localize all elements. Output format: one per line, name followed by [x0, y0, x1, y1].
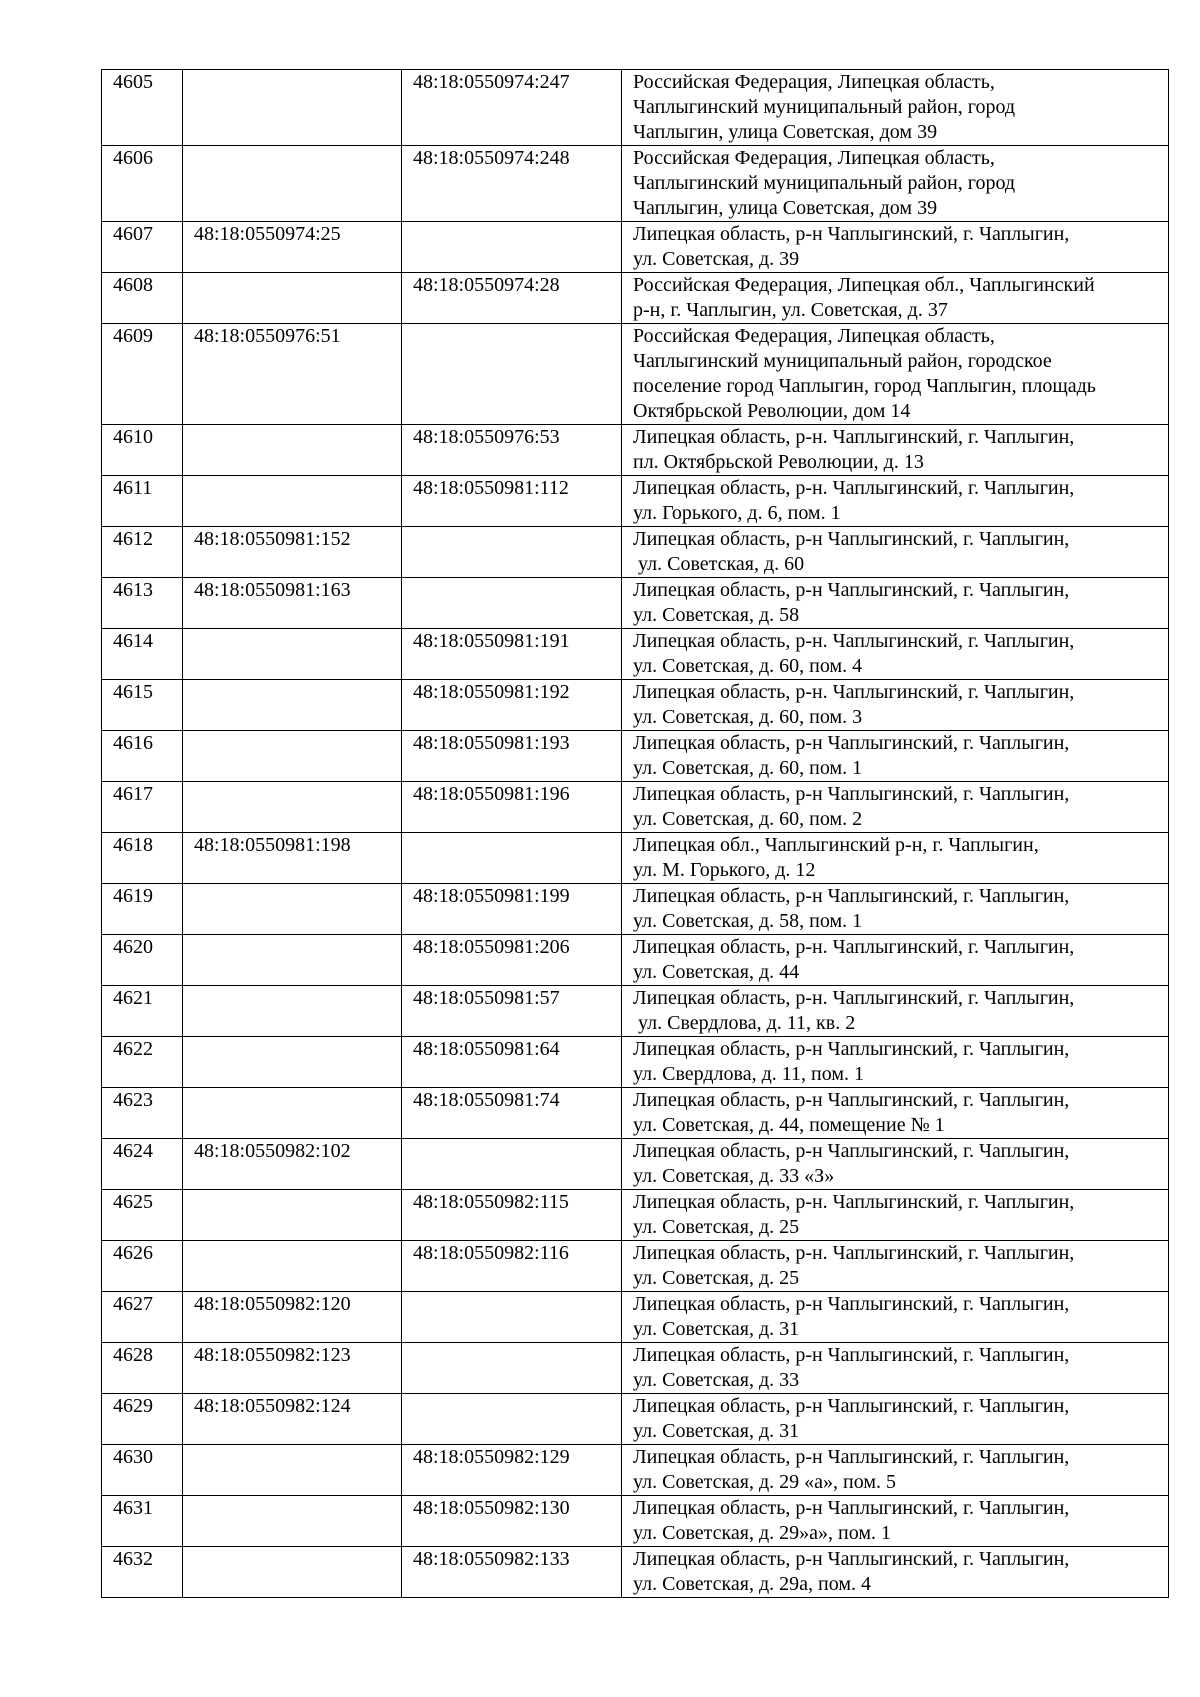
land-parcel-number-cell [183, 1190, 402, 1241]
land-parcel-number-cell [183, 1496, 402, 1547]
object-cadastral-number-cell [402, 578, 622, 629]
row-number-cell: 4627 [102, 1292, 183, 1343]
address-cell: Липецкая область, р-н Чаплыгинский, г. Чаплыгин, ул. Советская, д. 60, пом. 2 [622, 782, 1169, 833]
table-row [102, 833, 1169, 884]
address-cell: Липецкая область, р-н Чаплыгинский, г. Чаплыгин, ул. Свердлова, д. 11, пом. 1 [622, 1037, 1169, 1088]
address-cell: Липецкая область, р-н Чаплыгинский, г. Чаплыгин, ул. Советская, д. 58, пом. 1 [622, 884, 1169, 935]
row-number-cell: 4621 [102, 986, 183, 1037]
row-number-cell: 4630 [102, 1445, 183, 1496]
object-cadastral-number-cell [402, 222, 622, 273]
object-cadastral-number-cell: 48:18:0550974:28 [402, 273, 622, 324]
object-cadastral-number-cell: 48:18:0550982:116 [402, 1241, 622, 1292]
land-parcel-number-cell: 48:18:0550976:51 [183, 324, 402, 425]
table-row [102, 1394, 1169, 1445]
land-parcel-number-cell [183, 1241, 402, 1292]
object-cadastral-number-cell: 48:18:0550982:129 [402, 1445, 622, 1496]
address-cell: Липецкая область, р-н. Чаплыгинский, г. Чаплыгин, ул. Советская, д. 44 [622, 935, 1169, 986]
row-number-cell: 4610 [102, 425, 183, 476]
row-number-cell: 4629 [102, 1394, 183, 1445]
row-number-cell: 4612 [102, 527, 183, 578]
row-number-cell: 4607 [102, 222, 183, 273]
row-number-cell: 4625 [102, 1190, 183, 1241]
row-number-cell: 4616 [102, 731, 183, 782]
object-cadastral-number-cell [402, 1292, 622, 1343]
table-row [102, 527, 1169, 578]
address-cell: Липецкая область, р-н. Чаплыгинский, г. Чаплыгин, ул. Горького, д. 6, пом. 1 [622, 476, 1169, 527]
row-number-cell: 4605 [102, 70, 183, 146]
address-cell: Липецкая область, р-н Чаплыгинский, г. Чаплыгин, ул. Советская, д. 60 [622, 527, 1169, 578]
address-cell: Липецкая область, р-н Чаплыгинский, г. Чаплыгин, ул. Советская, д. 31 [622, 1292, 1169, 1343]
row-number-cell: 4623 [102, 1088, 183, 1139]
object-cadastral-number-cell: 48:18:0550981:64 [402, 1037, 622, 1088]
object-cadastral-number-cell: 48:18:0550981:196 [402, 782, 622, 833]
table-row [102, 476, 1169, 527]
table-row [102, 1139, 1169, 1190]
table-row [102, 222, 1169, 273]
land-parcel-number-cell: 48:18:0550982:123 [183, 1343, 402, 1394]
table-row [102, 884, 1169, 935]
land-parcel-number-cell [183, 1088, 402, 1139]
object-cadastral-number-cell: 48:18:0550981:112 [402, 476, 622, 527]
land-parcel-number-cell: 48:18:0550982:102 [183, 1139, 402, 1190]
row-number-cell: 4632 [102, 1547, 183, 1598]
land-parcel-number-cell: 48:18:0550981:152 [183, 527, 402, 578]
object-cadastral-number-cell: 48:18:0550981:57 [402, 986, 622, 1037]
land-parcel-number-cell: 48:18:0550982:120 [183, 1292, 402, 1343]
row-number-cell: 4613 [102, 578, 183, 629]
table-row [102, 324, 1169, 425]
land-parcel-number-cell [183, 70, 402, 146]
land-parcel-number-cell [183, 146, 402, 222]
row-number-cell: 4622 [102, 1037, 183, 1088]
object-cadastral-number-cell: 48:18:0550974:247 [402, 70, 622, 146]
address-cell: Липецкая область, р-н. Чаплыгинский, г. Чаплыгин, ул. Советская, д. 60, пом. 3 [622, 680, 1169, 731]
address-cell: Российская Федерация, Липецкая обл., Чаплыгинский р-н, г. Чаплыгин, ул. Советская, д. 37 [622, 273, 1169, 324]
land-parcel-number-cell: 48:18:0550981:163 [183, 578, 402, 629]
object-cadastral-number-cell [402, 527, 622, 578]
address-cell: Липецкая область, р-н. Чаплыгинский, г. Чаплыгин, пл. Октябрьской Революции, д. 13 [622, 425, 1169, 476]
row-number-cell: 4606 [102, 146, 183, 222]
land-parcel-number-cell [183, 1547, 402, 1598]
land-parcel-number-cell [183, 935, 402, 986]
address-cell: Российская Федерация, Липецкая область, Чаплыгинский муниципальный район, город Чаплыгин, улица Советская, дом 39 [622, 146, 1169, 222]
land-parcel-number-cell: 48:18:0550982:124 [183, 1394, 402, 1445]
row-number-cell: 4608 [102, 273, 183, 324]
object-cadastral-number-cell [402, 1139, 622, 1190]
table-row [102, 1037, 1169, 1088]
row-number-cell: 4626 [102, 1241, 183, 1292]
land-parcel-number-cell [183, 782, 402, 833]
table-row [102, 425, 1169, 476]
table-row [102, 986, 1169, 1037]
address-cell: Липецкая область, р-н Чаплыгинский, г. Чаплыгин, ул. Советская, д. 58 [622, 578, 1169, 629]
address-cell: Российская Федерация, Липецкая область, Чаплыгинский муниципальный район, городское поселение город Чаплыгин, город Чаплыгин, площадь Октябрьской Революции, дом 14 [622, 324, 1169, 425]
object-cadastral-number-cell: 48:18:0550981:199 [402, 884, 622, 935]
table-row [102, 935, 1169, 986]
address-cell: Липецкая область, р-н Чаплыгинский, г. Чаплыгин, ул. Советская, д. 33 «З» [622, 1139, 1169, 1190]
row-number-cell: 4618 [102, 833, 183, 884]
object-cadastral-number-cell: 48:18:0550974:248 [402, 146, 622, 222]
object-cadastral-number-cell: 48:18:0550976:53 [402, 425, 622, 476]
address-cell: Липецкая область, р-н Чаплыгинский, г. Чаплыгин, ул. Советская, д. 39 [622, 222, 1169, 273]
table-row [102, 1547, 1169, 1598]
row-number-cell: 4615 [102, 680, 183, 731]
land-parcel-number-cell [183, 986, 402, 1037]
address-cell: Липецкая область, р-н Чаплыгинский, г. Чаплыгин, ул. Советская, д. 44, помещение № 1 [622, 1088, 1169, 1139]
row-number-cell: 4611 [102, 476, 183, 527]
table-row [102, 1445, 1169, 1496]
row-number-cell: 4614 [102, 629, 183, 680]
land-parcel-number-cell [183, 1037, 402, 1088]
table-row [102, 1241, 1169, 1292]
address-cell: Липецкая область, р-н Чаплыгинский, г. Чаплыгин, ул. Советская, д. 33 [622, 1343, 1169, 1394]
row-number-cell: 4620 [102, 935, 183, 986]
object-cadastral-number-cell: 48:18:0550982:115 [402, 1190, 622, 1241]
land-parcel-number-cell [183, 731, 402, 782]
land-parcel-number-cell [183, 476, 402, 527]
table-row [102, 1088, 1169, 1139]
address-cell: Липецкая область, р-н Чаплыгинский, г. Чаплыгин, ул. Советская, д. 29 «а», пом. 5 [622, 1445, 1169, 1496]
address-cell: Липецкая область, р-н Чаплыгинский, г. Чаплыгин, ул. Советская, д. 29»а», пом. 1 [622, 1496, 1169, 1547]
table-row [102, 1190, 1169, 1241]
table-row [102, 273, 1169, 324]
document-page [101, 69, 1168, 1598]
object-cadastral-number-cell: 48:18:0550982:130 [402, 1496, 622, 1547]
object-cadastral-number-cell: 48:18:0550981:74 [402, 1088, 622, 1139]
table-row [102, 731, 1169, 782]
address-cell: Липецкая область, р-н. Чаплыгинский, г. Чаплыгин, ул. Советская, д. 25 [622, 1241, 1169, 1292]
address-cell: Липецкая область, р-н Чаплыгинский, г. Чаплыгин, ул. Советская, д. 60, пом. 1 [622, 731, 1169, 782]
address-cell: Липецкая область, р-н Чаплыгинский, г. Чаплыгин, ул. Советская, д. 29а, пом. 4 [622, 1547, 1169, 1598]
address-cell: Липецкая область, р-н. Чаплыгинский, г. Чаплыгин, ул. Советская, д. 60, пом. 4 [622, 629, 1169, 680]
object-cadastral-number-cell [402, 1343, 622, 1394]
registry-table-body [102, 70, 1169, 1598]
land-parcel-number-cell [183, 273, 402, 324]
object-cadastral-number-cell: 48:18:0550981:206 [402, 935, 622, 986]
table-row [102, 146, 1169, 222]
land-parcel-number-cell [183, 425, 402, 476]
registry-table [101, 69, 1169, 1598]
object-cadastral-number-cell [402, 324, 622, 425]
object-cadastral-number-cell [402, 833, 622, 884]
address-cell: Липецкая обл., Чаплыгинский р-н, г. Чаплыгин, ул. М. Горького, д. 12 [622, 833, 1169, 884]
land-parcel-number-cell [183, 884, 402, 935]
table-row [102, 1292, 1169, 1343]
land-parcel-number-cell: 48:18:0550974:25 [183, 222, 402, 273]
object-cadastral-number-cell: 48:18:0550981:191 [402, 629, 622, 680]
row-number-cell: 4624 [102, 1139, 183, 1190]
address-cell: Российская Федерация, Липецкая область, Чаплыгинский муниципальный район, город Чаплыгин, улица Советская, дом 39 [622, 70, 1169, 146]
address-cell: Липецкая область, р-н Чаплыгинский, г. Чаплыгин, ул. Советская, д. 31 [622, 1394, 1169, 1445]
object-cadastral-number-cell: 48:18:0550981:192 [402, 680, 622, 731]
row-number-cell: 4609 [102, 324, 183, 425]
row-number-cell: 4617 [102, 782, 183, 833]
row-number-cell: 4619 [102, 884, 183, 935]
table-row [102, 1343, 1169, 1394]
row-number-cell: 4628 [102, 1343, 183, 1394]
address-cell: Липецкая область, р-н. Чаплыгинский, г. Чаплыгин, ул. Советская, д. 25 [622, 1190, 1169, 1241]
object-cadastral-number-cell [402, 1394, 622, 1445]
land-parcel-number-cell [183, 1445, 402, 1496]
row-number-cell: 4631 [102, 1496, 183, 1547]
object-cadastral-number-cell: 48:18:0550981:193 [402, 731, 622, 782]
table-row [102, 578, 1169, 629]
object-cadastral-number-cell: 48:18:0550982:133 [402, 1547, 622, 1598]
table-row [102, 70, 1169, 146]
table-row [102, 1496, 1169, 1547]
table-row [102, 680, 1169, 731]
land-parcel-number-cell [183, 680, 402, 731]
land-parcel-number-cell: 48:18:0550981:198 [183, 833, 402, 884]
land-parcel-number-cell [183, 629, 402, 680]
address-cell: Липецкая область, р-н. Чаплыгинский, г. Чаплыгин, ул. Свердлова, д. 11, кв. 2 [622, 986, 1169, 1037]
table-row [102, 782, 1169, 833]
table-row [102, 629, 1169, 680]
